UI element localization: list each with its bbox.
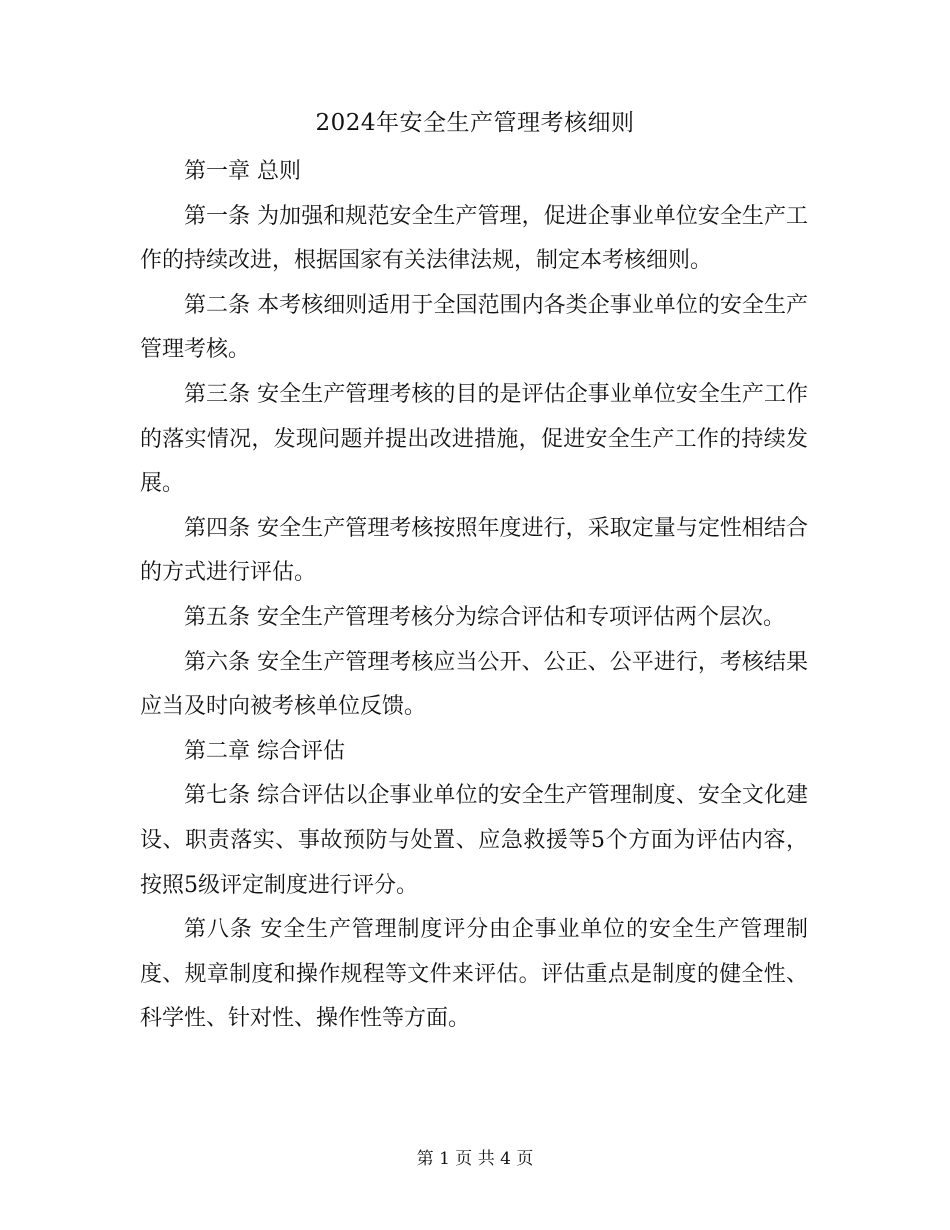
document-body (140, 150, 808, 1042)
article-paragraph: 第七条 综合评估以企事业单位的安全生产管理制度、安全文化建设、职责落实、事故预防与处置、应急救援等5个方面为评估内容，按照5级评定制度进行评分。 (140, 783, 808, 898)
article-paragraph: 第三条 安全生产管理考核的目的是评估企事业单位安全生产工作的落实情况，发现问题并提出改进措施，促进安全生产工作的持续发展。 (140, 381, 808, 497)
article-paragraph: 第五条 安全生产管理考核分为综合评估和专项评估两个层次。 (184, 604, 785, 630)
article-paragraph: 第四条 安全生产管理考核按照年度进行，采取定量与定性相结合的方式进行评估。 (140, 515, 808, 586)
article-paragraph: 第一条 为加强和规范安全生产管理，促进企事业单位安全生产工作的持续改进，根据国家有关法律法规，制定本考核细则。 (140, 203, 808, 274)
article-paragraph: 第八条 安全生产管理制度评分由企事业单位的安全生产管理制度、规章制度和操作规程等文件来评估。评估重点是制度的健全性、科学性、针对性、操作性等方面。 (140, 917, 808, 1032)
document-title: 2024年安全生产管理考核细则 (315, 110, 635, 136)
chapter-heading: 第二章 综合评估 (184, 738, 345, 764)
page-footer: 第 1 页 共 4 页 (416, 1149, 534, 1169)
article-paragraph: 第二条 本考核细则适用于全国范围内各类企事业单位的安全生产管理考核。 (140, 292, 808, 363)
article-paragraph: 第六条 安全生产管理考核应当公开、公正、公平进行，考核结果应当及时向被考核单位反馈。 (140, 649, 808, 720)
chapter-heading: 第一章 总则 (184, 159, 301, 184)
